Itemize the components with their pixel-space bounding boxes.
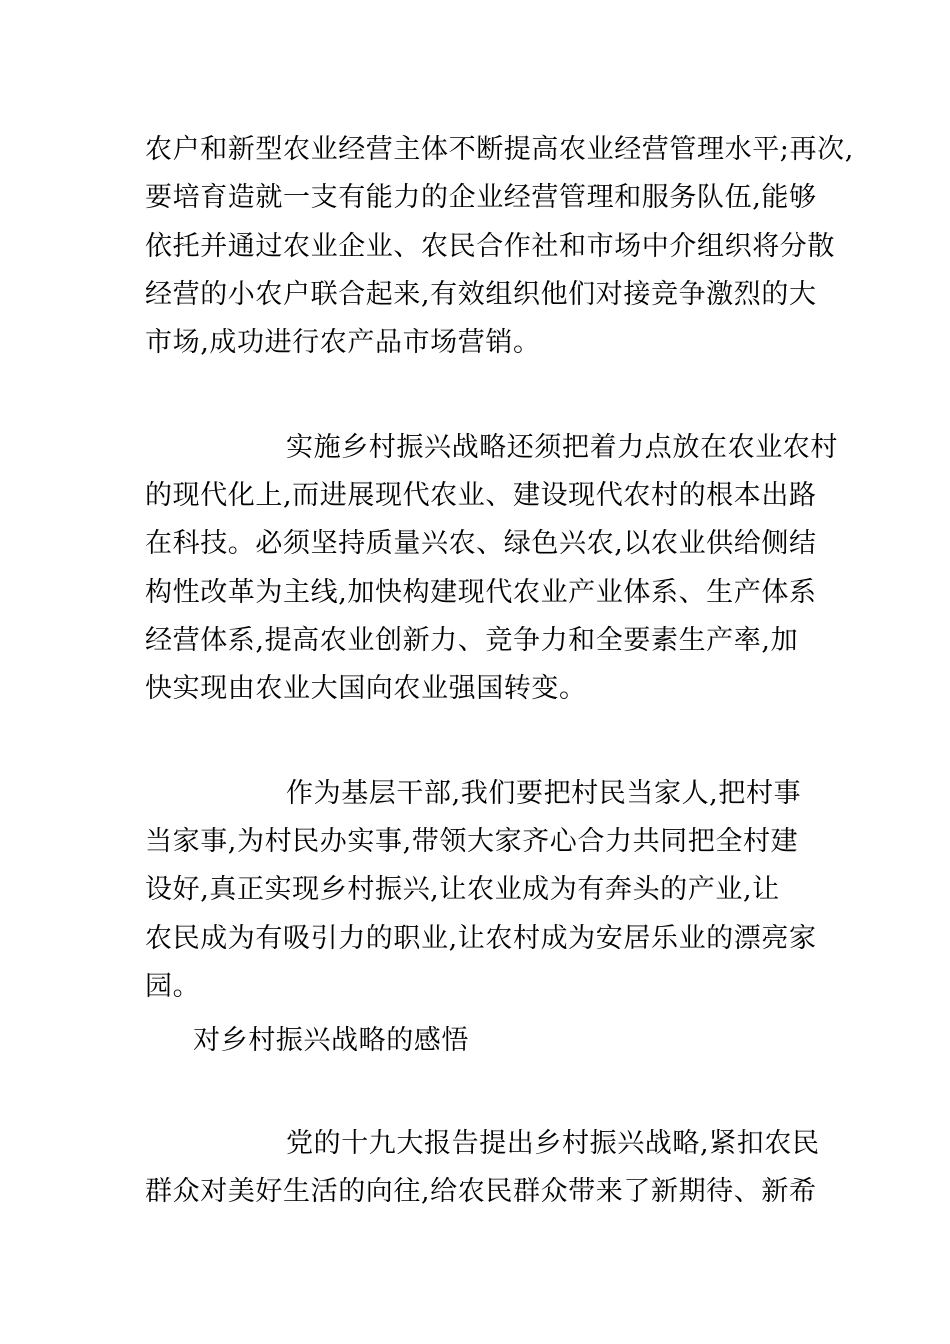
paragraph-2-line-3: 在科技。必须坚持质量兴农、绿色兴农,以农业供给侧结 — [145, 528, 817, 559]
paragraph-2-line-4: 构性改革为主线,加快构建现代农业产业体系、生产体系 — [145, 577, 817, 608]
paragraph-4-line-1: 党的十九大报告提出乡村振兴战略,紧扣农民 — [286, 1128, 820, 1159]
paragraph-1-line-5: 市场,成功进行农产品市场营销。 — [145, 327, 541, 358]
paragraph-3-line-2: 当家事,为村民办实事,带领大家齐心合力共同把全村建 — [145, 826, 799, 857]
paragraph-3-line-4: 农民成为有吸引力的职业,让农村成为安居乐业的漂亮家 — [145, 923, 817, 954]
paragraph-1-line-2: 要培育造就一支有能力的企业经营管理和服务队伍,能够 — [145, 182, 817, 213]
paragraph-3-line-3: 设好,真正实现乡村振兴,让农业成为有奔头的产业,让 — [145, 874, 780, 905]
paragraph-1-line-1: 农户和新型农业经营主体不断提高农业经营管理水平;再次, — [145, 134, 854, 165]
paragraph-3-line-1: 作为基层干部,我们要把村民当家人,把村事 — [286, 778, 802, 809]
section-heading: 对乡村振兴战略的感悟 — [193, 1025, 469, 1056]
paragraph-2-line-2: 的现代化上,而进展现代农业、建设现代农村的根本出路 — [145, 480, 817, 511]
paragraph-4-line-2: 群众对美好生活的向往,给农民群众带来了新期待、新希 — [145, 1176, 817, 1207]
paragraph-1-line-4: 经营的小农户联合起来,有效组织他们对接竞争激烈的大 — [145, 279, 817, 310]
paragraph-2-line-6: 快实现由农业大国向农业强国转变。 — [145, 673, 587, 704]
paragraph-3-line-5: 园。 — [145, 971, 201, 1002]
paragraph-2-line-5: 经营体系,提高农业创新力、竞争力和全要素生产率,加 — [145, 625, 799, 656]
paragraph-1-line-3: 依托并通过农业企业、农民合作社和市场中介组织将分散 — [145, 231, 835, 262]
paragraph-2-line-1: 实施乡村振兴战略还须把着力点放在农业农村 — [286, 432, 838, 463]
